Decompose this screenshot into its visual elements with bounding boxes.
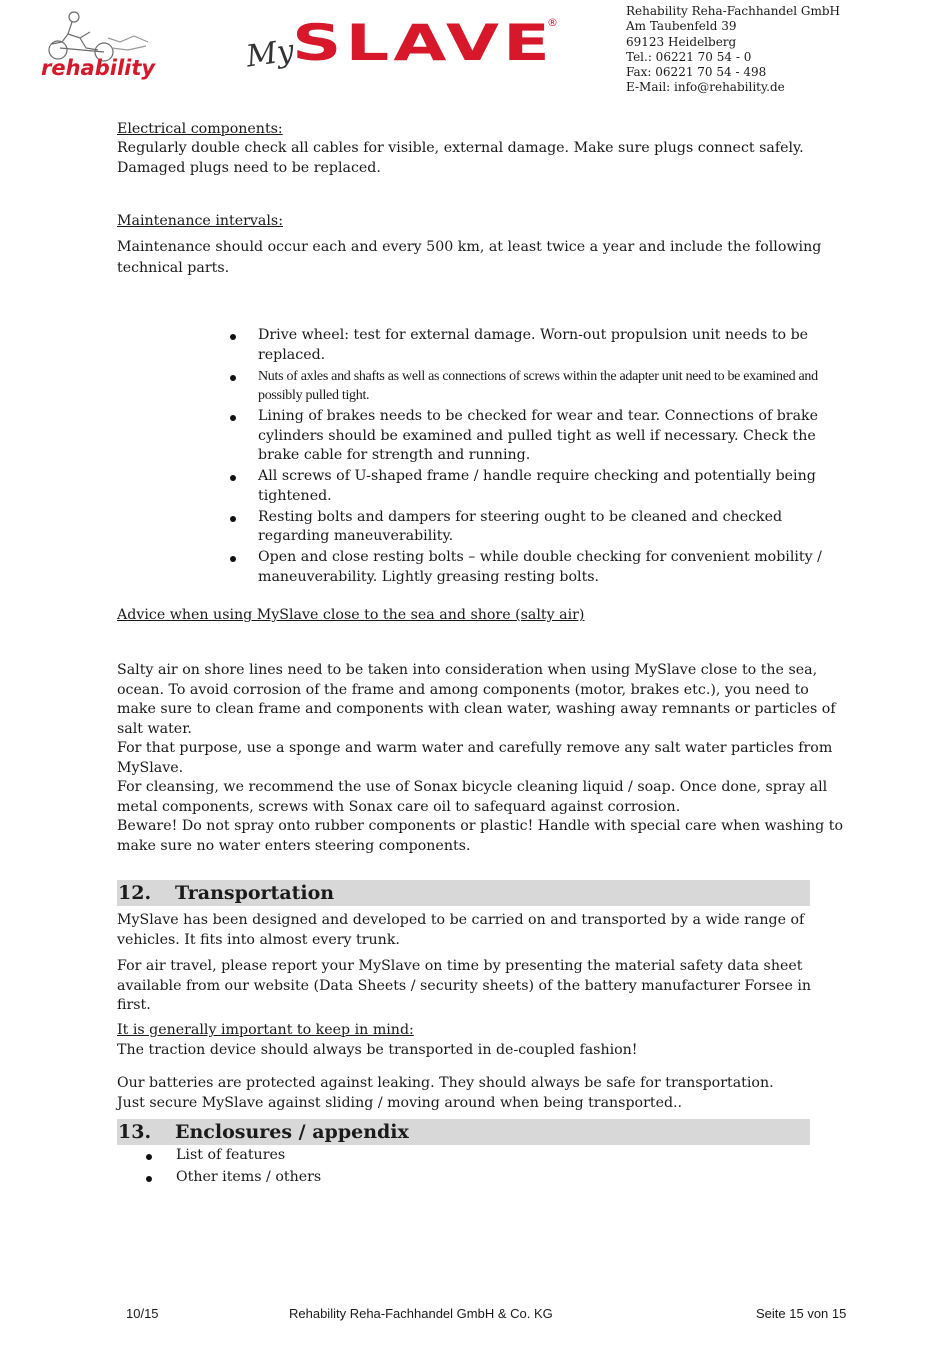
bullet-icon — [230, 334, 236, 340]
list-item: Nuts of axles and shafts as well as connections of screws within the adapter unit need to be examined and possibly pulled tight. — [228, 367, 828, 406]
keep-in-mind-heading: It is generally important to keep in mind: — [117, 1022, 414, 1038]
company-address — [626, 4, 840, 96]
advice-paragraph: Beware! Do not spray onto rubber components or plastic! Handle with special care when washing to make sure no water enters steering components. — [117, 818, 843, 854]
company-city: 69123 Heidelberg — [626, 34, 737, 49]
bullet-icon — [230, 556, 236, 562]
bullet-icon — [230, 475, 236, 481]
advice-heading: Advice when using MySlave close to the sea and shore (salty air) — [117, 607, 585, 623]
enclosures-list — [143, 1146, 321, 1189]
myslave-logo-main: SLAVE — [292, 14, 554, 72]
advice-body — [117, 661, 847, 856]
rehability-logo-graphic — [38, 8, 173, 80]
maintenance-heading: Maintenance intervals: — [117, 213, 283, 229]
company-name: Rehability Reha-Fachhandel GmbH — [626, 4, 840, 18]
list-item: Resting bolts and dampers for steering ought to be cleaned and checked regarding maneuverability. — [228, 508, 828, 547]
rehability-logo-text: rehability — [41, 56, 156, 80]
footer-company: Rehability Reha-Fachhandel GmbH & Co. KG — [289, 1306, 553, 1321]
advice-paragraph: For cleansing, we recommend the use of Sonax bicycle cleaning liquid / soap. Once done, spray all metal components, screws with Sonax care oil to safequard against corrosion. — [117, 779, 828, 815]
electrical-heading: Electrical components: — [117, 121, 283, 137]
registered-mark: ® — [547, 16, 558, 29]
bullet-icon — [230, 375, 236, 381]
list-item: Open and close resting bolts – while double checking for convenient mobility / maneuverability. Lightly greasing resting bolts. — [228, 548, 828, 587]
section-number: 12. — [118, 882, 152, 904]
company-street: Am Taubenfeld 39 — [626, 19, 737, 34]
list-item: Other items / others — [143, 1168, 321, 1188]
advice-paragraph: Salty air on shore lines need to be taken into consideration when using MySlave close to the sea, ocean. To avoid corrosion of the frame and among components (motor, brakes etc.), you need to make sure to clean frame and components with clean water, washing away remnants or particles of salt water. — [117, 662, 836, 737]
section-number: 13. — [118, 1121, 152, 1143]
section-title: Enclosures / appendix — [175, 1121, 409, 1143]
company-fax: Fax: 06221 70 54 - 498 — [626, 65, 767, 80]
bullet-icon — [146, 1154, 152, 1160]
page-footer — [0, 1306, 950, 1324]
myslave-logo-prefix: My — [246, 33, 297, 75]
rehability-logo — [38, 8, 173, 80]
myslave-logo — [246, 12, 562, 76]
myslave-logo-graphic — [246, 12, 562, 76]
footer-page-number: 10/15 — [126, 1306, 159, 1321]
battery-note-1: Our batteries are protected against leaking. They should always be safe for transportation. — [117, 1075, 774, 1091]
list-item: Lining of brakes needs to be checked for wear and tear. Connections of brake cylinders should be examined and pulled tight as well if necessary. Check the brake cable for strength and running. — [228, 407, 828, 466]
bullet-icon — [230, 516, 236, 522]
transport-paragraph-1: MySlave has been designed and developed to be carried on and transported by a wide range of vehicles. It fits into almost every trunk. — [117, 912, 805, 948]
section-title: Transportation — [175, 882, 335, 904]
list-item: All screws of U-shaped frame / handle require checking and potentially being tightened. — [228, 467, 828, 506]
list-item: Drive wheel: test for external damage. Worn-out propulsion unit needs to be replaced. — [228, 326, 828, 365]
battery-note-2: Just secure MySlave against sliding / moving around when being transported.. — [117, 1095, 683, 1111]
list-item: List of features — [143, 1146, 321, 1166]
maintenance-body: Maintenance should occur each and every 500 km, at least twice a year and include the following technical parts. — [117, 239, 822, 276]
company-email[interactable]: E-Mail: info@rehability.de — [626, 80, 785, 95]
transport-paragraph-2: For air travel, please report your MySlave on time by presenting the material safety data sheet available from our website (Data Sheets / security sheets) of the battery manufacturer Forsee in first. — [117, 958, 812, 1013]
footer-page-of: Seite 15 von 15 — [756, 1306, 847, 1321]
advice-paragraph: For that purpose, use a sponge and warm water and carefully remove any salt water particles from MySlave. — [117, 740, 833, 776]
electrical-body: Regularly double check all cables for visible, external damage. Make sure plugs connect safely. Damaged plugs need to be replaced. — [117, 140, 804, 176]
bullet-icon — [146, 1176, 152, 1182]
bullet-icon — [230, 415, 236, 421]
maintenance-checklist — [228, 326, 828, 589]
section-12-heading — [117, 880, 810, 906]
keep-in-mind-body: The traction device should always be transported in de-coupled fashion! — [117, 1042, 638, 1058]
company-phone: Tel.: 06221 70 54 - 0 — [626, 49, 752, 64]
section-13-heading — [117, 1119, 810, 1145]
